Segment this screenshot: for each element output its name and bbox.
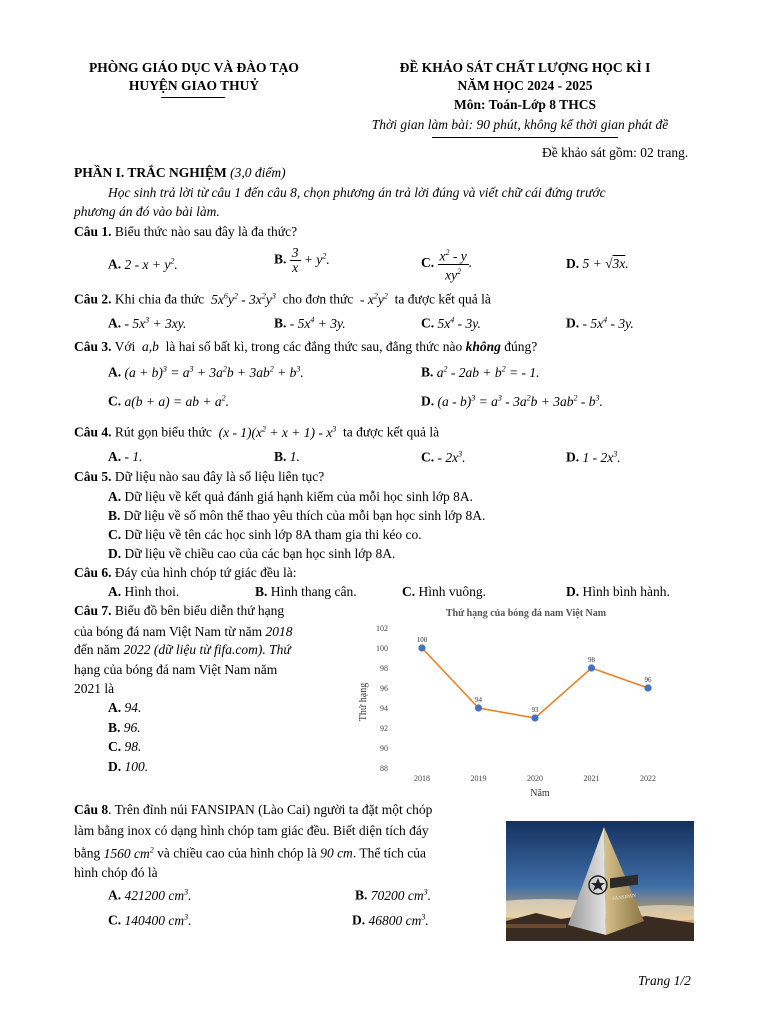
option-letter: B.: [108, 508, 121, 523]
option-letter: B.: [274, 315, 287, 331]
instruction-line2: phương án đó vào bài làm.: [74, 204, 220, 219]
q5-option-a: [108, 489, 473, 505]
option-letter: B.: [421, 364, 434, 380]
question-text: ta được kết quả là: [394, 291, 491, 307]
y-tick-label: 100: [376, 644, 388, 653]
question-label: Câu 8: [74, 802, 109, 817]
part1-heading: [74, 165, 286, 181]
q3-option-b: [421, 364, 539, 381]
fansipan-pyramid-photo: [506, 821, 694, 941]
question-7-line5: 2021 là: [74, 681, 115, 696]
math-expression: $2 - x + y^2$.: [124, 256, 178, 272]
q7-option-c: [108, 739, 141, 755]
math-expression: 5 + √3x.: [582, 256, 629, 271]
q4-option-c: [421, 449, 466, 466]
question-text: của bóng đá nam Việt Nam từ năm: [74, 624, 263, 639]
question-7-line1: [74, 603, 284, 619]
option-letter: B.: [255, 584, 268, 599]
q1-option-c: C. $\frac{x^2 - y}{xy^2}$ .: [421, 248, 473, 282]
question-7-line2: [74, 624, 292, 640]
x-tick-label: 2020: [527, 774, 543, 783]
option-text: 94.: [124, 700, 142, 715]
option-value: 70200: [370, 887, 405, 903]
q4-option-b: [274, 449, 300, 465]
option-letter: C.: [108, 739, 122, 754]
option-text: Hình thang cân.: [270, 584, 357, 599]
q6-option-c: [402, 584, 486, 600]
year-value: 2018: [265, 624, 293, 639]
page-count-note: Đề khảo sát gồm: 02 trang.: [542, 145, 689, 160]
data-point: [531, 714, 538, 721]
chart-title: Thứ hạng của bóng đá nam Việt Nam: [445, 608, 607, 619]
x-tick-label: 2019: [470, 774, 487, 783]
question-text: cho đơn thức: [282, 291, 354, 307]
fraction: $\frac{x^2 - y}{xy^2}$: [439, 248, 467, 282]
y-tick-label: 92: [380, 724, 388, 733]
q6-option-b: [255, 584, 357, 600]
school-year: NĂM HỌC 2024 - 2025: [457, 78, 593, 93]
math-expression: - $5x^4 - 3y$.: [582, 315, 634, 331]
math-expression: - $2x^3$.: [437, 449, 466, 465]
option-text: Dữ liệu về số môn thể thao yêu thích của mỗi bạn học sinh lớp 8A.: [123, 508, 486, 523]
math-expression: 1.: [289, 449, 300, 464]
option-letter: A.: [108, 315, 122, 331]
data-label: 93: [531, 706, 539, 714]
railing: [506, 924, 566, 928]
y-tick-label: 90: [380, 744, 388, 753]
q4-option-d: [566, 449, 621, 466]
question-text: Dữ liệu nào sau đây là số liệu liên tục?: [114, 469, 325, 484]
y-tick-label: 98: [380, 664, 388, 673]
district-name: HUYỆN GIAO THUỶ: [128, 78, 260, 93]
math-expression: $5x^6y^2 - 3x^2y^3$: [207, 291, 276, 307]
question-text: bằng: [74, 845, 101, 861]
q5-option-d: [108, 546, 395, 562]
height-value: 90 cm: [320, 845, 353, 861]
option-text: Hình bình hành.: [582, 584, 670, 599]
question-8-line2: làm bằng inox có dạng hình chóp tam giác đều. Biết diện tích đáy: [74, 823, 429, 838]
q6-option-d: [566, 584, 670, 600]
q5-option-b: [108, 508, 485, 524]
option-letter: C.: [421, 315, 435, 331]
question-label: Câu 2.: [74, 291, 112, 307]
option-letter: C.: [421, 449, 435, 465]
question-8-line3: [74, 845, 426, 862]
question-text: . Thể tích của: [352, 845, 427, 861]
x-tick-label: 2022: [640, 774, 656, 783]
option-letter: C.: [421, 255, 435, 271]
question-1: [74, 224, 297, 240]
question-8-line1: [74, 802, 432, 818]
question-text: Với: [114, 339, 136, 354]
x-tick-label: 2018: [414, 774, 430, 783]
x-tick-label: 2021: [583, 774, 600, 783]
option-text: Dữ liệu về kết quả đánh giá hạnh kiểm của mỗi học sinh lớp 8A.: [124, 489, 474, 504]
q1-option-b: [274, 246, 330, 275]
math-expression: - 1.: [124, 449, 143, 464]
option-text: Hình thoi.: [124, 584, 180, 599]
question-text: và chiều cao của hình chóp là: [157, 845, 317, 861]
part1-title: PHẦN I. TRẮC NGHIỆM: [74, 165, 227, 180]
question-7-line3: [74, 642, 291, 658]
q3-option-a: [108, 364, 304, 381]
q8-option-a: A. 421200 $cm^3$.: [108, 887, 192, 903]
question-text: Biểu đồ bên biểu diễn thứ hạng: [114, 603, 285, 618]
q2-option-b: [274, 315, 346, 332]
chart-y-axis-label: Thứ hạng: [358, 682, 369, 722]
option-letter: A.: [108, 449, 122, 464]
option-letter: D.: [566, 315, 580, 331]
page-number: Trang 1/2: [638, 973, 691, 988]
chart-data-labels: [417, 636, 652, 714]
option-letter: D.: [352, 912, 366, 928]
question-label: Câu 6.: [74, 565, 112, 580]
chart-x-axis-label: Năm: [530, 788, 550, 799]
y-tick-label: 96: [380, 684, 388, 693]
question-text: đến năm: [74, 642, 121, 657]
data-point: [475, 704, 482, 711]
option-letter: D.: [566, 256, 580, 271]
data-label: 94: [475, 696, 482, 704]
option-text: Dữ liệu về chiều cao của các bạn học sinh lớp 8A.: [124, 546, 396, 561]
q2-option-c: [421, 315, 481, 332]
question-text: Đáy của hình chóp tứ giác đều là:: [114, 565, 297, 580]
option-value: 421200: [124, 887, 165, 903]
math-expression: $a^2 - 2ab + b^2$ = - 1.: [436, 364, 540, 380]
exam-title: ĐỀ KHẢO SÁT CHẤT LƯỢNG HỌC KÌ I: [399, 60, 651, 75]
y-tick-label: 88: [380, 764, 388, 773]
option-text: Hình vuông.: [418, 584, 486, 599]
option-letter: B.: [355, 887, 368, 903]
area-value: 1560 $cm^2$: [103, 845, 154, 861]
math-expression: $(x - 1)(x^2 + x + 1) - x^3$: [215, 424, 337, 440]
option-letter: A.: [108, 256, 122, 272]
q2-option-d: [566, 315, 634, 332]
y-tick-label: 102: [376, 624, 388, 633]
option-letter: D.: [566, 449, 580, 465]
header-right-rule: [432, 137, 618, 138]
data-point: [588, 664, 595, 671]
math-expression: $(a + b)^3 = a^3 + 3a^2b + 3ab^2 + b^3$.: [124, 364, 304, 380]
option-letter: C.: [108, 912, 122, 928]
plaque-text: FANSIPAN: [612, 893, 636, 903]
subject: Môn: Toán-Lớp 8 THCS: [454, 97, 596, 112]
option-letter: A.: [108, 584, 122, 599]
data-label: 98: [588, 656, 595, 664]
math-expression: a(b + a) = ab + $a^2$.: [124, 393, 229, 409]
q8-option-c: C. 140400 $cm^3$.: [108, 912, 192, 928]
q3-option-d: [421, 393, 603, 410]
question-3: [74, 339, 537, 355]
option-letter: B.: [274, 251, 287, 267]
q4-option-a: [108, 449, 143, 465]
option-value: 140400: [124, 912, 165, 928]
question-2: [74, 291, 491, 308]
q2-option-a: [108, 315, 186, 332]
header-left-rule: [161, 97, 225, 98]
time-limit: Thời gian làm bài: 90 phút, không kể thời gian phát đề: [371, 117, 669, 132]
option-letter: C.: [108, 527, 122, 542]
question-text: đúng?: [504, 339, 538, 354]
option-letter: A.: [108, 700, 122, 715]
option-value: 46800: [368, 912, 403, 928]
question-text: ta được kết quả là: [343, 424, 440, 440]
chart-y-ticks: [376, 624, 388, 773]
question-label: Câu 3.: [74, 339, 112, 354]
data-point: [418, 644, 425, 651]
math-expression: $5x^4 - 3y$.: [437, 315, 481, 331]
math-expression: - $5x^3 + 3xy$.: [124, 315, 187, 331]
question-5: [74, 469, 324, 485]
question-text: Rút gọn biểu thức: [114, 424, 212, 440]
option-letter: D.: [421, 393, 435, 409]
option-letter: C.: [402, 584, 416, 599]
y-tick-label: 94: [380, 704, 388, 713]
question-label: Câu 7.: [74, 603, 112, 618]
q8-option-b: B. 70200 $cm^3$.: [355, 887, 432, 903]
q1-option-d: [566, 256, 629, 272]
q7-option-b: [108, 720, 141, 736]
fraction: $\frac{3}{x}$: [291, 245, 299, 275]
option-letter: A.: [108, 489, 122, 504]
question-8-line4: hình chóp đó là: [74, 865, 158, 880]
question-label: Câu 1.: [74, 224, 112, 239]
question-label: Câu 4.: [74, 424, 112, 440]
question-text: Khi chia đa thức: [114, 291, 205, 307]
math-expression: - $5x^4 + 3y$.: [289, 315, 346, 331]
year-value: 2022: [123, 642, 151, 657]
question-text: (dữ liệu từ fifa.com). Thứ: [153, 642, 291, 657]
option-letter: B.: [108, 720, 121, 735]
option-text: 96.: [123, 720, 141, 735]
math-expression: $(a - b)^3 = a^3 - 3a^2b + 3ab^2 - b^3$.: [437, 393, 603, 409]
option-text: Dữ liệu về tên các học sinh lớp 8A tham gia thi kéo co.: [124, 527, 422, 542]
q8-option-d: D. 46800 $cm^3$.: [352, 912, 429, 928]
chart-x-ticks: [414, 774, 656, 783]
q7-option-a: [108, 700, 141, 716]
option-letter: C.: [108, 393, 122, 409]
option-text: 100.: [124, 759, 149, 774]
part1-points: (3,0 điểm): [230, 165, 286, 180]
question-4: [74, 424, 439, 441]
q5-option-c: [108, 527, 422, 543]
option-letter: A.: [108, 887, 122, 903]
q1-option-a: [108, 256, 178, 273]
question-label: Câu 5.: [74, 469, 112, 484]
option-letter: D.: [108, 546, 122, 561]
school-name: PHÒNG GIÁO DỤC VÀ ĐÀO TẠO: [89, 60, 299, 75]
data-label: 100: [416, 636, 428, 644]
question-text: Biểu thức nào sau đây là đa thức?: [114, 224, 298, 239]
option-text: 98.: [124, 739, 142, 754]
instruction-line1: Học sinh trả lời từ câu 1 đến câu 8, chọn phương án trả lời đúng và viết chữ cái đứng trước: [108, 185, 606, 200]
option-letter: B.: [274, 449, 287, 464]
math-expression: - $x^2y^2$: [356, 291, 388, 307]
q7-option-d: [108, 759, 148, 775]
ranking-line-chart: [352, 600, 692, 800]
option-letter: D.: [566, 584, 580, 599]
math-expression: $1 - 2x^3$.: [582, 449, 621, 465]
data-label: 96: [644, 676, 652, 684]
data-point: [644, 684, 651, 691]
question-7-line4: hạng của bóng đá nam Việt Nam năm: [74, 662, 278, 677]
math-expression: + $y^2$.: [303, 251, 330, 267]
option-letter: D.: [108, 759, 122, 774]
q6-option-a: [108, 584, 179, 600]
math-expression: a,b: [138, 339, 163, 354]
question-text: là hai số bất kì, trong các đẳng thức sau, đẳng thức nào: [165, 339, 463, 354]
keyword-not: không: [465, 339, 501, 354]
option-letter: A.: [108, 364, 122, 380]
question-6: [74, 565, 297, 581]
q3-option-c: [108, 393, 229, 410]
question-text: . Trên đỉnh núi FANSIPAN (Lào Cai) người ta đặt một chóp: [108, 802, 433, 817]
